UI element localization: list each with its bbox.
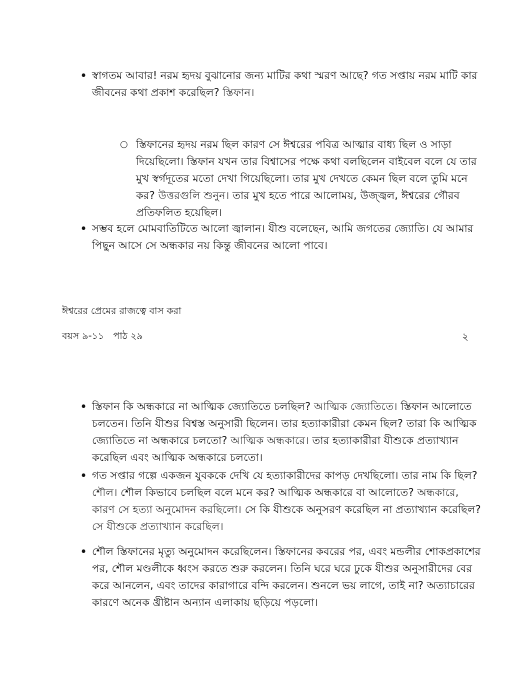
q-text-2: শৌল কিভাবে চলছিল বলে মনে কর? আত্মিক অন্ধকারে বা আলোতে? bbox=[120, 487, 414, 499]
paragraph-candle bbox=[92, 221, 487, 255]
q-text-2: স্তিফান আলোতে চলতেন। তিনি যীশুর বিশ্বস্ত অনুসারী ছিলেন। তার হত্যাকারীরা কেমন ছিল? তারা কি আত্মিক জ্যোতিতে না অন্ধকারে চলতো? bbox=[92, 401, 477, 447]
q-text-3: সে কি যীশুকে অনুসরণ করেছিল না প্রত্যাখ্যান করেছিল? bbox=[244, 504, 481, 516]
paragraph-saul bbox=[92, 468, 484, 536]
bullet: • bbox=[80, 469, 88, 483]
q-text: স্তিফান কি অন্ধকারে না আত্মিক জ্যোতিতে চলছিল? bbox=[92, 401, 311, 413]
age-lesson-label: বয়স ৯-১১ পাঠ ২৯ bbox=[62, 331, 143, 342]
answer-text: আত্মিক জ্যোতিতে। bbox=[314, 401, 398, 413]
q-text-3: তার হত্যাকারীরা যীশুকে প্রত্যাখ্যান করেছিল এবং আত্মিক অন্ধকারে চলতো। bbox=[92, 435, 459, 464]
candle-text: সম্ভব হলে মোমবাতিটিতে আলো জ্বালান। যীশু বলেছেন, আমি জগতের জ্যোতি। যে আমার পিছুন আসে সে অন্ধকার নয় কিন্তু জীবনের আলো পাবে। bbox=[92, 223, 474, 252]
bullet: • bbox=[80, 222, 88, 236]
bullet: • bbox=[80, 69, 88, 83]
sub-bullet: ○ bbox=[120, 140, 128, 150]
answer-text-3: সে যীশুকে প্রত্যাখ্যান করেছিল। bbox=[92, 521, 224, 533]
answer-text: স্তিফান। bbox=[222, 87, 255, 99]
paragraph-light-darkness bbox=[92, 399, 484, 467]
lesson-title: ঈশ্বরের প্রেমের রাজত্বে বাস করা bbox=[62, 306, 182, 317]
answer-text-2: অন্ধকারে, কারণ সে হত্যা অনুমোদন করছিলো। bbox=[92, 487, 459, 516]
paragraph-welcome bbox=[92, 68, 482, 102]
question-text: স্বাগতম আবার! নরম হৃদয় বুঝানোর জন্য মাটির কথা স্মরণ আছে? গত সপ্তায় নরম মাটি কার জীবনের কথা প্রকাশ করেছিল? bbox=[92, 70, 478, 99]
sub-text: স্তিফানের হৃদয় নরম ছিল কারণ সে ঈশ্বরের পবিত্র আত্মার বাধ্য ছিল ও সাড়া দিয়েছিলো। স্তিফান যখন তার বিশ্বাসের পক্ষে কথা বলছিলেন বাইবেল বলে যে তার মুখ স্বর্গদূতের মতো দেখা গিয়েছিলো। তার মুখ দেখতে কেমন ছিল বলে তুমি মনে কর? bbox=[136, 139, 477, 202]
paragraph-persecution bbox=[92, 544, 484, 612]
sub-text-2: তার মুখ হতে পারে আলোময়, উজ্জ্বল, ঈশ্বরের গৌরব প্রতিফলিত হয়েছিল। bbox=[136, 190, 460, 219]
bullet: • bbox=[80, 400, 88, 414]
listen-answers-text: উত্তরগুলি শুনুন। bbox=[158, 190, 230, 202]
paragraph-stephen-heart bbox=[136, 137, 481, 222]
persecution-text: শৌল স্তিফানের মৃত্যু অনুমোদন করেছিলেন। স্তিফানের কবরের পর, এবং মন্ডলীর শোকপ্রকাশের পর, শৌল মণ্ডলীকে ধ্বংস করতে শুরু করলেন। তিনি ঘরে ঘরে ঢুকে যীশুর অনুসারীদের বের করে আনলেন, এবং তাদের কারাগারে বন্দি করলেন। শুনলে ভয় লাগে, তাই না? অত্যাচারের কারণে অনেক খ্রীষ্টান অন্যান এলাকায় ছড়িয়ে পড়লো। bbox=[92, 546, 481, 609]
bullet: • bbox=[80, 545, 88, 559]
answer-text: শৌল। bbox=[92, 487, 118, 499]
q-text: গত সপ্তার গল্পে একজন যুবককে দেখি যে হত্যাকারীদের কাপড় দেখছিলো। তার নাম কি ছিল? bbox=[92, 470, 478, 482]
answer-text-2: আত্মিক অন্ধকারে। bbox=[230, 435, 309, 447]
page-number: ২ bbox=[462, 332, 469, 343]
